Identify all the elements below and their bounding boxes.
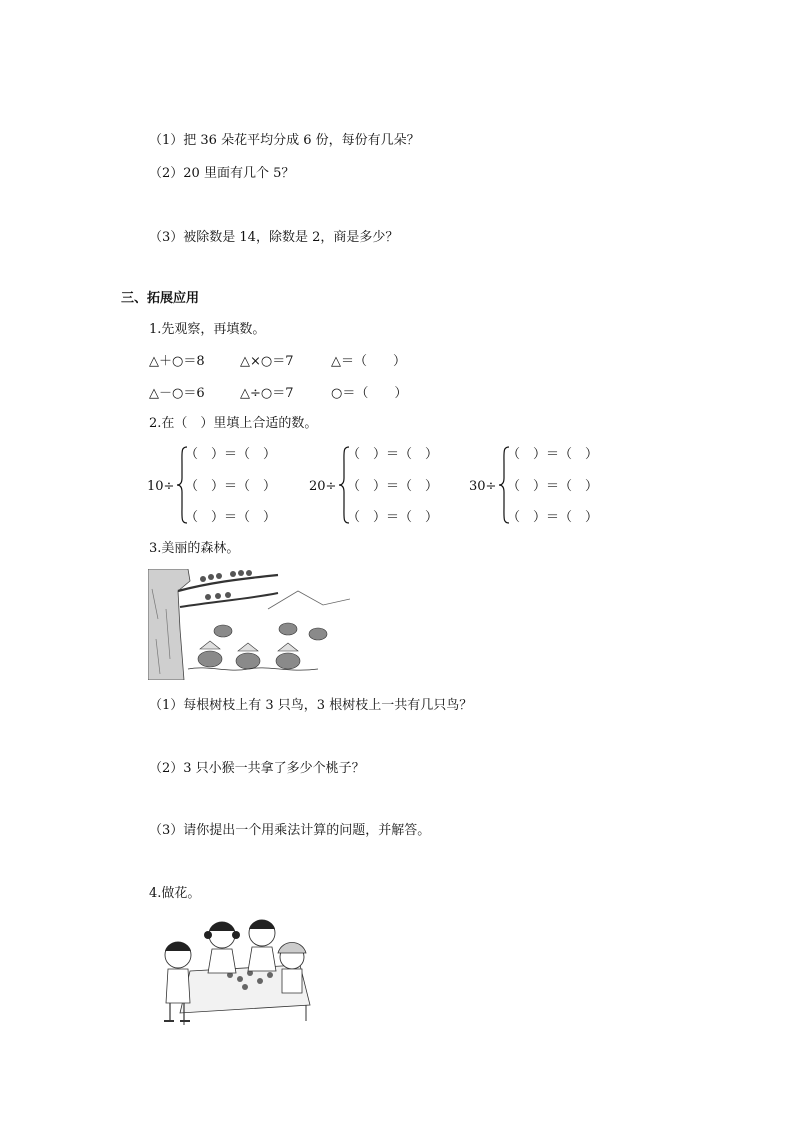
section-heading: 三、拓展应用 — [121, 291, 200, 306]
forest-question-3: （3）请你提出一个用乘法计算的问题，并解答。 — [149, 823, 431, 838]
prev-question-3: （3）被除数是 14，除数是 2，商是多少？ — [149, 230, 399, 245]
blank-line[interactable]: （ ）＝（ ） — [347, 479, 439, 494]
prev-question-2: （2）20 里面有几个 5？ — [149, 166, 295, 181]
eq-row1-a: △＋○＝8 — [149, 354, 205, 369]
blank-line[interactable]: （ ）＝（ ） — [347, 510, 439, 525]
blank-line[interactable]: （ ）＝（ ） — [507, 479, 599, 494]
problem-2-title: 2.在（ ）里填上合适的数。 — [149, 416, 318, 431]
problem-1-title: 1.先观察，再填数。 — [149, 322, 266, 337]
division-group-label: 10÷ — [147, 479, 175, 494]
eq-row2-a: △－○＝6 — [149, 386, 205, 401]
division-group-label: 20÷ — [309, 479, 337, 494]
problem-3-title: 3.美丽的森林。 — [149, 541, 240, 556]
forest-illustration — [148, 569, 350, 684]
forest-question-1: （1）每根树枝上有 3 只鸟，3 根树枝上一共有几只鸟？ — [149, 698, 473, 713]
blank-line[interactable]: （ ）＝（ ） — [347, 447, 439, 462]
forest-question-2: （2）3 只小猴一共拿了多少个桃子？ — [149, 761, 365, 776]
blank-line[interactable]: （ ）＝（ ） — [185, 510, 277, 525]
eq-row1-b: △×○＝7 — [240, 354, 294, 369]
blank-line[interactable]: （ ）＝（ ） — [507, 510, 599, 525]
blank-line[interactable]: （ ）＝（ ） — [185, 479, 277, 494]
blank-line[interactable]: （ ）＝（ ） — [507, 447, 599, 462]
problem-4-title: 4.做花。 — [149, 886, 201, 901]
children-making-flowers-illustration — [150, 913, 315, 1031]
eq-row2-b: △÷○＝7 — [240, 386, 294, 401]
division-group-label: 30÷ — [469, 479, 497, 494]
prev-question-1: （1）把 36 朵花平均分成 6 份，每份有几朵？ — [149, 133, 420, 148]
eq-row1-answer[interactable]: △＝（ ） — [331, 354, 406, 369]
eq-row2-answer[interactable]: ○＝（ ） — [331, 386, 408, 401]
blank-line[interactable]: （ ）＝（ ） — [185, 447, 277, 462]
